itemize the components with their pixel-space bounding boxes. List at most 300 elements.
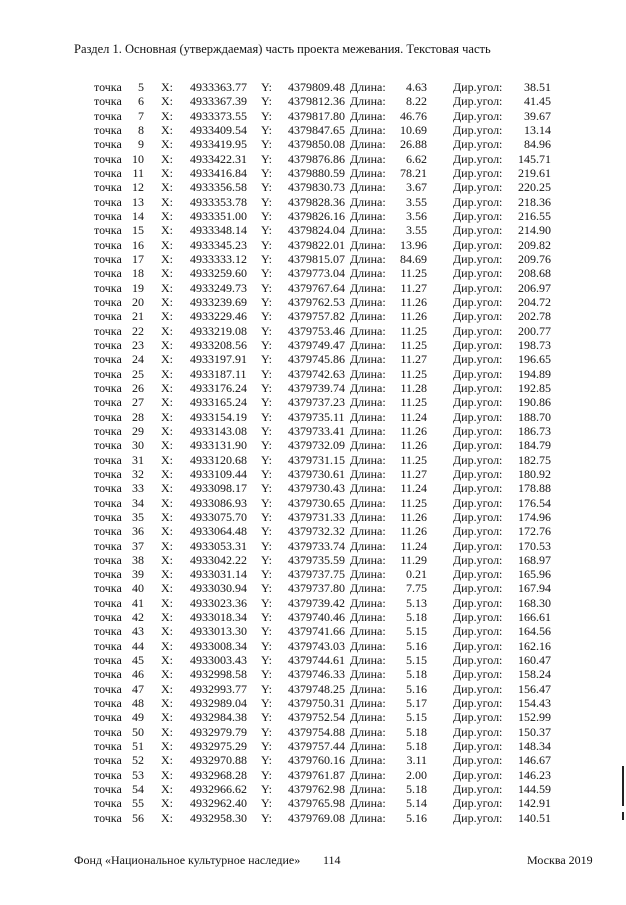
point-label: точка — [94, 208, 122, 223]
x-label: X: — [161, 108, 173, 123]
length-label: Длина: — [350, 538, 386, 553]
point-label: точка — [94, 251, 122, 266]
point-label: точка — [94, 810, 122, 825]
length-label: Длина: — [350, 782, 386, 797]
direction-angle-value: 202.78 — [518, 309, 551, 324]
direction-angle-value: 218.36 — [518, 194, 551, 209]
length-label: Длина: — [350, 595, 386, 610]
x-label: X: — [161, 796, 173, 811]
length-value: 11.26 — [400, 509, 427, 524]
point-label: точка — [94, 380, 122, 395]
table-row — [0, 381, 626, 395]
direction-angle-value: 192.85 — [518, 380, 551, 395]
point-number: 21 — [132, 309, 144, 324]
x-coordinate: 4933003.43 — [190, 653, 247, 668]
length-value: 5.18 — [406, 739, 427, 754]
x-label: X: — [161, 753, 173, 768]
angle-label: Дир.угол: — [453, 552, 503, 567]
point-number: 16 — [132, 237, 144, 252]
angle-label: Дир.угол: — [453, 509, 503, 524]
table-row — [0, 739, 626, 753]
angle-label: Дир.угол: — [453, 108, 503, 123]
angle-label: Дир.угол: — [453, 223, 503, 238]
point-number: 46 — [132, 667, 144, 682]
y-label: Y: — [261, 395, 272, 410]
point-number: 28 — [132, 409, 144, 424]
length-value: 11.26 — [400, 524, 427, 539]
length-label: Длина: — [350, 767, 386, 782]
table-row — [0, 152, 626, 166]
length-value: 11.29 — [400, 552, 427, 567]
length-label: Длина: — [350, 724, 386, 739]
length-label: Длина: — [350, 409, 386, 424]
length-label: Длина: — [350, 667, 386, 682]
point-label: точка — [94, 667, 122, 682]
point-label: точка — [94, 567, 122, 582]
direction-angle-value: 41.45 — [524, 94, 551, 109]
angle-label: Дир.угол: — [453, 366, 503, 381]
length-value: 10.69 — [400, 122, 427, 137]
length-label: Длина: — [350, 352, 386, 367]
x-coordinate: 4933030.94 — [190, 581, 247, 596]
point-label: точка — [94, 782, 122, 797]
length-value: 5.14 — [406, 796, 427, 811]
length-value: 5.15 — [406, 653, 427, 668]
point-label: точка — [94, 94, 122, 109]
table-row — [0, 352, 626, 366]
length-label: Длина: — [350, 481, 386, 496]
x-coordinate: 4932958.30 — [190, 810, 247, 825]
point-label: точка — [94, 151, 122, 166]
y-coordinate: 4379850.08 — [288, 137, 345, 152]
angle-label: Дир.угол: — [453, 137, 503, 152]
x-label: X: — [161, 151, 173, 166]
point-label: точка — [94, 595, 122, 610]
point-number: 13 — [132, 194, 144, 209]
point-label: точка — [94, 681, 122, 696]
length-value: 2.00 — [406, 767, 427, 782]
table-row — [0, 796, 626, 810]
x-label: X: — [161, 366, 173, 381]
table-row — [0, 768, 626, 782]
angle-label: Дир.угол: — [453, 495, 503, 510]
length-label: Длина: — [350, 753, 386, 768]
y-label: Y: — [261, 266, 272, 281]
table-row — [0, 367, 626, 381]
point-number: 40 — [132, 581, 144, 596]
y-label: Y: — [261, 280, 272, 295]
length-value: 5.13 — [406, 595, 427, 610]
table-row — [0, 682, 626, 696]
x-coordinate: 4933348.14 — [190, 223, 247, 238]
length-label: Длина: — [350, 266, 386, 281]
point-label: точка — [94, 796, 122, 811]
x-coordinate: 4933165.24 — [190, 395, 247, 410]
table-row — [0, 567, 626, 581]
point-label: точка — [94, 524, 122, 539]
angle-label: Дир.угол: — [453, 567, 503, 582]
angle-label: Дир.угол: — [453, 653, 503, 668]
x-label: X: — [161, 567, 173, 582]
point-number: 12 — [132, 180, 144, 195]
y-label: Y: — [261, 309, 272, 324]
y-coordinate: 4379761.87 — [288, 767, 345, 782]
x-coordinate: 4933419.95 — [190, 137, 247, 152]
direction-angle-value: 158.24 — [518, 667, 551, 682]
table-row — [0, 223, 626, 237]
angle-label: Дир.угол: — [453, 610, 503, 625]
point-number: 31 — [132, 452, 144, 467]
x-label: X: — [161, 94, 173, 109]
angle-label: Дир.угол: — [453, 524, 503, 539]
length-value: 3.11 — [406, 753, 427, 768]
x-label: X: — [161, 352, 173, 367]
point-label: точка — [94, 137, 122, 152]
point-number: 35 — [132, 509, 144, 524]
point-number: 10 — [132, 151, 144, 166]
y-label: Y: — [261, 524, 272, 539]
point-number: 54 — [132, 782, 144, 797]
length-value: 5.18 — [406, 782, 427, 797]
y-label: Y: — [261, 165, 272, 180]
point-number: 15 — [132, 223, 144, 238]
angle-label: Дир.угол: — [453, 309, 503, 324]
y-coordinate: 4379769.08 — [288, 810, 345, 825]
angle-label: Дир.угол: — [453, 337, 503, 352]
x-coordinate: 4933131.90 — [190, 438, 247, 453]
y-label: Y: — [261, 208, 272, 223]
y-coordinate: 4379753.46 — [288, 323, 345, 338]
length-label: Длина: — [350, 337, 386, 352]
y-label: Y: — [261, 753, 272, 768]
x-label: X: — [161, 309, 173, 324]
x-coordinate: 4932970.88 — [190, 753, 247, 768]
y-label: Y: — [261, 509, 272, 524]
length-label: Длина: — [350, 466, 386, 481]
point-label: точка — [94, 653, 122, 668]
x-label: X: — [161, 165, 173, 180]
length-value: 5.18 — [406, 610, 427, 625]
point-number: 33 — [132, 481, 144, 496]
point-label: точка — [94, 323, 122, 338]
y-coordinate: 4379826.16 — [288, 208, 345, 223]
point-number: 39 — [132, 567, 144, 582]
length-value: 0.21 — [406, 567, 427, 582]
angle-label: Дир.угол: — [453, 696, 503, 711]
y-label: Y: — [261, 323, 272, 338]
y-coordinate: 4379762.98 — [288, 782, 345, 797]
y-coordinate: 4379739.42 — [288, 595, 345, 610]
x-label: X: — [161, 767, 173, 782]
table-row — [0, 424, 626, 438]
point-number: 48 — [132, 696, 144, 711]
angle-label: Дир.угол: — [453, 280, 503, 295]
point-label: точка — [94, 122, 122, 137]
angle-label: Дир.угол: — [453, 323, 503, 338]
table-row — [0, 639, 626, 653]
table-row — [0, 410, 626, 424]
point-label: точка — [94, 610, 122, 625]
x-label: X: — [161, 122, 173, 137]
length-label: Длина: — [350, 624, 386, 639]
direction-angle-value: 209.82 — [518, 237, 551, 252]
y-label: Y: — [261, 638, 272, 653]
direction-angle-value: 180.92 — [518, 466, 551, 481]
angle-label: Дир.угол: — [453, 581, 503, 596]
direction-angle-value: 165.96 — [518, 567, 551, 582]
table-row — [0, 238, 626, 252]
point-number: 19 — [132, 280, 144, 295]
point-number: 49 — [132, 710, 144, 725]
point-label: точка — [94, 309, 122, 324]
length-value: 46.76 — [400, 108, 427, 123]
x-label: X: — [161, 223, 173, 238]
point-number: 34 — [132, 495, 144, 510]
point-label: точка — [94, 165, 122, 180]
x-label: X: — [161, 610, 173, 625]
angle-label: Дир.угол: — [453, 237, 503, 252]
y-label: Y: — [261, 237, 272, 252]
table-row — [0, 581, 626, 595]
direction-angle-value: 216.55 — [518, 208, 551, 223]
length-value: 3.55 — [406, 194, 427, 209]
length-label: Длина: — [350, 567, 386, 582]
length-value: 5.15 — [406, 710, 427, 725]
point-number: 30 — [132, 438, 144, 453]
angle-label: Дир.угол: — [453, 380, 503, 395]
length-label: Длина: — [350, 681, 386, 696]
length-value: 5.16 — [406, 810, 427, 825]
point-label: точка — [94, 495, 122, 510]
x-label: X: — [161, 423, 173, 438]
point-label: точка — [94, 739, 122, 754]
x-coordinate: 4933120.68 — [190, 452, 247, 467]
y-label: Y: — [261, 495, 272, 510]
length-label: Длина: — [350, 94, 386, 109]
x-coordinate: 4933356.58 — [190, 180, 247, 195]
x-coordinate: 4932979.79 — [190, 724, 247, 739]
length-label: Длина: — [350, 366, 386, 381]
y-label: Y: — [261, 194, 272, 209]
length-label: Длина: — [350, 294, 386, 309]
x-coordinate: 4933018.34 — [190, 610, 247, 625]
table-row — [0, 610, 626, 624]
y-label: Y: — [261, 251, 272, 266]
length-label: Длина: — [350, 395, 386, 410]
direction-angle-value: 200.77 — [518, 323, 551, 338]
x-coordinate: 4933075.70 — [190, 509, 247, 524]
point-number: 53 — [132, 767, 144, 782]
y-coordinate: 4379730.65 — [288, 495, 345, 510]
y-label: Y: — [261, 710, 272, 725]
length-value: 11.25 — [400, 366, 427, 381]
length-label: Длина: — [350, 638, 386, 653]
x-label: X: — [161, 294, 173, 309]
x-label: X: — [161, 524, 173, 539]
length-value: 11.25 — [400, 337, 427, 352]
y-label: Y: — [261, 624, 272, 639]
angle-label: Дир.угол: — [453, 624, 503, 639]
length-label: Длина: — [350, 309, 386, 324]
length-value: 11.26 — [400, 423, 427, 438]
table-row — [0, 782, 626, 796]
x-label: X: — [161, 137, 173, 152]
x-coordinate: 4933239.69 — [190, 294, 247, 309]
point-number: 5 — [138, 80, 144, 94]
y-label: Y: — [261, 810, 272, 825]
direction-angle-value: 188.70 — [518, 409, 551, 424]
point-number: 47 — [132, 681, 144, 696]
point-label: точка — [94, 352, 122, 367]
point-label: точка — [94, 452, 122, 467]
y-label: Y: — [261, 567, 272, 582]
y-label: Y: — [261, 122, 272, 137]
angle-label: Дир.угол: — [453, 767, 503, 782]
point-label: точка — [94, 280, 122, 295]
length-label: Длина: — [350, 151, 386, 166]
length-label: Длина: — [350, 581, 386, 596]
length-value: 11.27 — [400, 280, 427, 295]
y-coordinate: 4379824.04 — [288, 223, 345, 238]
x-label: X: — [161, 509, 173, 524]
y-coordinate: 4379733.41 — [288, 423, 345, 438]
x-label: X: — [161, 266, 173, 281]
x-label: X: — [161, 638, 173, 653]
y-coordinate: 4379773.04 — [288, 266, 345, 281]
angle-label: Дир.угол: — [453, 538, 503, 553]
y-coordinate: 4379830.73 — [288, 180, 345, 195]
direction-angle-value: 145.71 — [518, 151, 551, 166]
y-coordinate: 4379757.44 — [288, 739, 345, 754]
y-label: Y: — [261, 481, 272, 496]
y-label: Y: — [261, 667, 272, 682]
direction-angle-value: 209.76 — [518, 251, 551, 266]
length-label: Длина: — [350, 509, 386, 524]
y-coordinate: 4379880.59 — [288, 165, 345, 180]
point-label: точка — [94, 337, 122, 352]
angle-label: Дир.угол: — [453, 466, 503, 481]
angle-label: Дир.угол: — [453, 638, 503, 653]
y-label: Y: — [261, 452, 272, 467]
y-coordinate: 4379733.74 — [288, 538, 345, 553]
point-label: точка — [94, 438, 122, 453]
y-label: Y: — [261, 423, 272, 438]
length-label: Длина: — [350, 653, 386, 668]
point-label: точка — [94, 395, 122, 410]
x-coordinate: 4933197.91 — [190, 352, 247, 367]
x-coordinate: 4933154.19 — [190, 409, 247, 424]
point-label: точка — [94, 237, 122, 252]
length-label: Длина: — [350, 452, 386, 467]
length-label: Длина: — [350, 552, 386, 567]
direction-angle-value: 208.68 — [518, 266, 551, 281]
point-number: 20 — [132, 294, 144, 309]
x-label: X: — [161, 681, 173, 696]
point-number: 26 — [132, 380, 144, 395]
point-number: 42 — [132, 610, 144, 625]
angle-label: Дир.угол: — [453, 681, 503, 696]
x-coordinate: 4933098.17 — [190, 481, 247, 496]
angle-label: Дир.угол: — [453, 796, 503, 811]
length-label: Длина: — [350, 810, 386, 825]
point-label: точка — [94, 624, 122, 639]
y-coordinate: 4379762.53 — [288, 294, 345, 309]
direction-angle-value: 164.56 — [518, 624, 551, 639]
table-row — [0, 653, 626, 667]
angle-label: Дир.угол: — [453, 595, 503, 610]
table-row — [0, 195, 626, 209]
point-number: 11 — [132, 165, 144, 180]
y-coordinate: 4379731.15 — [288, 452, 345, 467]
direction-angle-value: 166.61 — [518, 610, 551, 625]
direction-angle-value: 140.51 — [518, 810, 551, 825]
y-label: Y: — [261, 724, 272, 739]
direction-angle-value: 160.47 — [518, 653, 551, 668]
point-number: 56 — [132, 810, 144, 825]
y-coordinate: 4379750.31 — [288, 696, 345, 711]
direction-angle-value: 142.91 — [518, 796, 551, 811]
length-label: Длина: — [350, 380, 386, 395]
y-label: Y: — [261, 767, 272, 782]
y-coordinate: 4379760.16 — [288, 753, 345, 768]
x-label: X: — [161, 466, 173, 481]
point-label: точка — [94, 294, 122, 309]
y-label: Y: — [261, 466, 272, 481]
y-coordinate: 4379730.61 — [288, 466, 345, 481]
x-label: X: — [161, 653, 173, 668]
x-label: X: — [161, 782, 173, 797]
x-coordinate: 4933409.54 — [190, 122, 247, 137]
point-label: точка — [94, 223, 122, 238]
angle-label: Дир.угол: — [453, 194, 503, 209]
direction-angle-value: 148.34 — [518, 739, 551, 754]
y-label: Y: — [261, 108, 272, 123]
angle-label: Дир.угол: — [453, 180, 503, 195]
y-coordinate: 4379748.25 — [288, 681, 345, 696]
x-label: X: — [161, 696, 173, 711]
x-coordinate: 4932966.62 — [190, 782, 247, 797]
footer-organization: Фонд «Национальное культурное наследие» — [74, 853, 301, 867]
y-coordinate: 4379735.59 — [288, 552, 345, 567]
point-number: 23 — [132, 337, 144, 352]
y-coordinate: 4379812.36 — [288, 94, 345, 109]
scan-margin-mark — [622, 766, 624, 806]
y-coordinate: 4379828.36 — [288, 194, 345, 209]
x-label: X: — [161, 194, 173, 209]
x-coordinate: 4933143.08 — [190, 423, 247, 438]
x-label: X: — [161, 438, 173, 453]
y-coordinate: 4379754.88 — [288, 724, 345, 739]
table-row — [0, 266, 626, 280]
point-label: точка — [94, 509, 122, 524]
x-label: X: — [161, 409, 173, 424]
length-value: 8.22 — [406, 94, 427, 109]
y-coordinate: 4379741.66 — [288, 624, 345, 639]
x-label: X: — [161, 380, 173, 395]
table-row — [0, 180, 626, 194]
length-label: Длина: — [350, 710, 386, 725]
direction-angle-value: 84.96 — [524, 137, 551, 152]
y-label: Y: — [261, 696, 272, 711]
point-number: 37 — [132, 538, 144, 553]
point-number: 32 — [132, 466, 144, 481]
length-label: Длина: — [350, 796, 386, 811]
angle-label: Дир.угол: — [453, 208, 503, 223]
x-label: X: — [161, 739, 173, 754]
length-value: 11.24 — [400, 538, 427, 553]
length-value: 11.27 — [400, 466, 427, 481]
point-label: точка — [94, 638, 122, 653]
